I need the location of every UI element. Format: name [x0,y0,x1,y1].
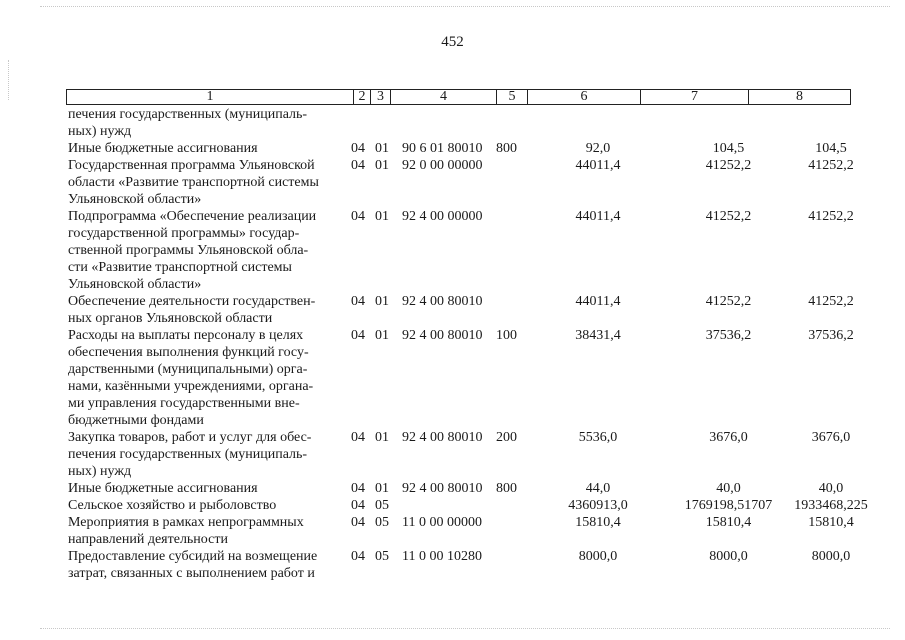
table-row [68,429,858,480]
cell-col-5: 100 [496,328,517,343]
cell-col-8: 15810,4 [808,515,854,530]
cell-col-7: 41252,2 [705,209,752,224]
cell-col-3: 05 [375,515,389,530]
description-line: Иные бюджетные ассигнования [68,141,258,156]
scan-artifact-bottom [40,628,890,630]
description-line: ственной программы Ульяновской обла- [68,243,309,258]
row-description [68,497,345,514]
table-row [68,208,858,293]
description-line: обеспечения выполнения функций госу- [68,345,309,360]
cell-col-6: 5536,0 [578,430,618,445]
cell-col-7: 41252,2 [705,294,752,309]
cell-col-7: 15810,4 [705,515,752,530]
table-row [68,157,858,208]
cell-col-7: 3676,0 [709,430,748,445]
description-line: Обеспечение деятельности государствен- [68,294,316,309]
row-description [68,548,345,582]
cell-col-3: 01 [375,481,389,496]
cell-col-2: 04 [351,294,365,309]
cell-col-8: 40,0 [818,481,844,496]
description-line: затрат, связанных с выполнением работ и [68,566,315,581]
cell-col-2: 04 [351,481,365,496]
cell-col-7: 37536,2 [705,328,752,343]
description-line: Государственная программа Ульяновской [68,158,315,173]
cell-col-8: 1933468,225 [794,498,868,513]
cell-col-2: 04 [351,549,365,564]
cell-col-3: 01 [375,430,389,445]
description-line: Мероприятия в рамках непрограммных [68,515,304,530]
cell-col-8: 3676,0 [811,430,851,445]
cell-col-3: 05 [375,549,389,564]
table-row [68,548,858,582]
cell-col-6: 44,0 [585,481,611,496]
cell-col-7: 1769198,51707 [684,498,773,513]
description-line: сти «Развитие транспортной системы [68,260,292,275]
cell-col-8: 37536,2 [808,328,854,343]
cell-col-8: 41252,2 [808,158,854,173]
table-row [68,514,858,548]
table-row [68,497,868,514]
cell-col-3: 01 [375,158,389,173]
description-line: печения государственных (муниципаль- [68,447,308,462]
cell-col-6: 4360913,0 [568,498,628,513]
cell-col-4: 92 4 00 00000 [402,209,483,224]
cell-col-7: 40,0 [716,481,741,496]
cell-col-6: 44011,4 [575,294,621,309]
description-line: Иные бюджетные ассигнования [68,481,258,496]
table-row [68,293,858,327]
cell-col-3: 05 [375,498,389,513]
cell-col-2: 04 [351,209,365,224]
cell-col-4: 92 0 00 00000 [402,158,483,173]
cell-col-7: 8000,0 [709,549,748,564]
header-col-4: 4 [391,90,497,104]
header-col-3: 3 [371,90,391,104]
description-line: Закупка товаров, работ и услуг для обес- [68,430,312,445]
cell-col-4: 11 0 00 10280 [402,549,482,564]
header-col-6: 6 [528,90,641,104]
description-line: Расходы на выплаты персоналу в целях [68,328,304,343]
description-line: Предоставление субсидий на возмещение [68,549,318,564]
description-line: ми управления государственными вне- [68,396,300,411]
cell-col-8: 41252,2 [808,294,854,309]
cell-col-4: 90 6 01 80010 [402,141,483,156]
header-col-1: 1 [67,90,354,104]
header-col-5: 5 [497,90,528,104]
description-line: нами, казёнными учреждениями, органа- [68,379,314,394]
row-description [68,157,345,208]
table-row [68,106,858,140]
cell-col-3: 01 [375,209,389,224]
table-row [68,140,858,157]
scan-artifact-top [40,6,890,8]
description-line: Сельское хозяйство и рыболовство [68,498,277,513]
scan-artifact-left [8,60,10,100]
cell-col-2: 04 [351,515,365,530]
description-line: дарственными (муниципальными) орга- [68,362,308,377]
cell-col-4: 92 4 00 80010 [402,294,483,309]
cell-col-7: 41252,2 [705,158,752,173]
cell-col-6: 8000,0 [578,549,618,564]
cell-col-2: 04 [351,141,365,156]
cell-col-4: 92 4 00 80010 [402,430,483,445]
row-description [68,208,345,293]
header-col-2: 2 [354,90,371,104]
description-line: Ульяновской области» [68,192,202,207]
cell-col-5: 200 [496,430,517,445]
row-description [68,106,345,140]
table-row [68,327,858,429]
cell-col-5: 800 [496,141,517,156]
page-number: 452 [441,34,464,50]
row-description [68,514,345,548]
row-description [68,429,345,480]
description-line: направлений деятельности [68,532,228,547]
header-col-8: 8 [796,89,803,104]
description-line: государственной программы» государ- [68,226,300,241]
description-line: печения государственных (муниципаль- [68,107,308,122]
row-description [68,327,345,429]
row-description [68,480,345,497]
cell-col-4: 92 4 00 80010 [402,481,483,496]
cell-col-2: 04 [351,498,365,513]
cell-col-7: 104,5 [712,141,745,156]
cell-col-3: 01 [375,328,389,343]
description-line: ных) нужд [68,124,132,139]
cell-col-4: 92 4 00 80010 [402,328,483,343]
cell-col-6: 44011,4 [575,158,621,173]
cell-col-6: 15810,4 [575,515,621,530]
description-line: ных органов Ульяновской области [68,311,273,326]
cell-col-3: 01 [375,141,389,156]
cell-col-2: 04 [351,430,365,445]
description-line: бюджетными фондами [68,413,204,428]
cell-col-4: 11 0 00 00000 [402,515,482,530]
description-line: Ульяновской области» [68,277,202,292]
description-line: ных) нужд [68,464,132,479]
cell-col-8: 104,5 [815,141,847,156]
cell-col-6: 38431,4 [575,328,621,343]
cell-col-3: 01 [375,294,389,309]
description-line: области «Развитие транспортной системы [68,175,319,190]
cell-col-6: 44011,4 [575,209,621,224]
table-header [66,89,851,105]
cell-col-8: 8000,0 [811,549,851,564]
cell-col-8: 41252,2 [808,209,854,224]
cell-col-2: 04 [351,328,365,343]
header-col-7: 7 [641,90,749,104]
row-description [68,293,345,327]
cell-col-2: 04 [351,158,365,173]
table-body [68,106,868,582]
table-row [68,480,858,497]
cell-col-5: 800 [496,481,517,496]
row-description [68,140,345,157]
description-line: Подпрограмма «Обеспечение реализации [68,209,317,224]
cell-col-6: 92,0 [585,141,611,156]
